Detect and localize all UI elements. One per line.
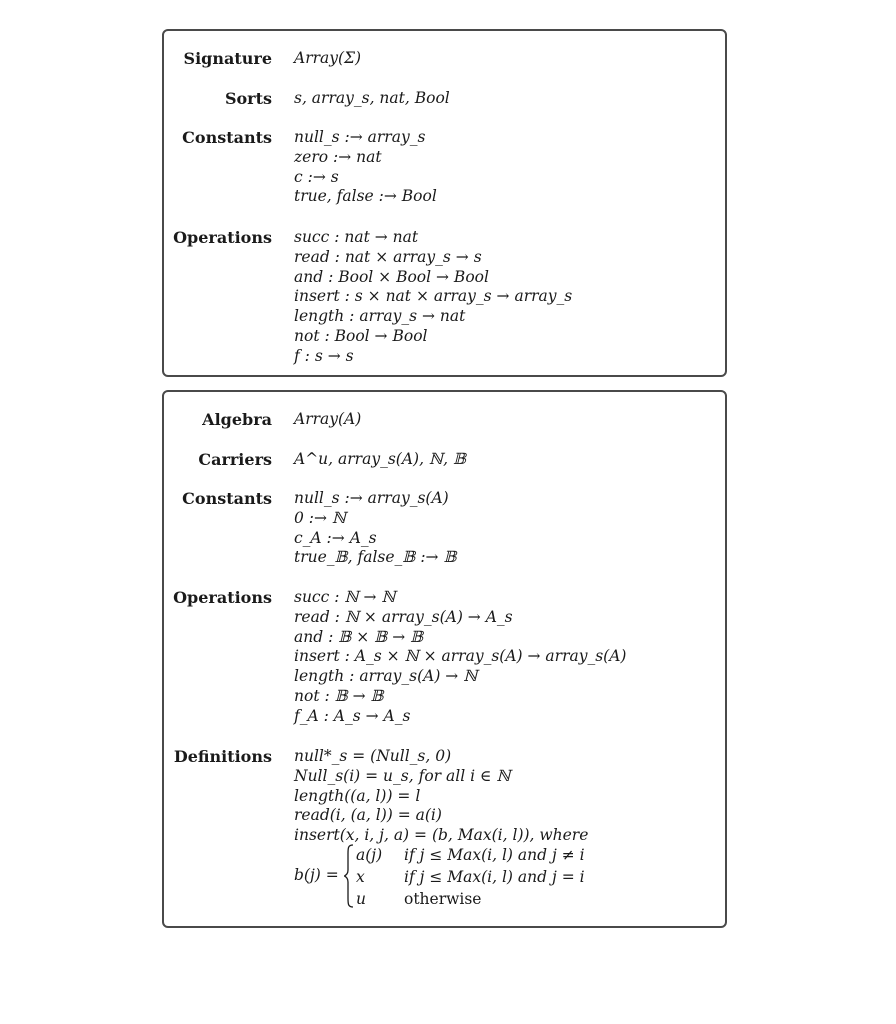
constant-item: null_s :→ array_s (294, 128, 426, 146)
sorts-label: Sorts (224, 89, 272, 108)
algebra-box (162, 390, 727, 928)
case-condition: if j ≤ Max(i, l) and j = i (404, 867, 585, 886)
algebra-name: Array(A) (294, 410, 362, 428)
definitions-label: Definitions (173, 747, 272, 766)
operation-item: insert : A_s × ℕ × array_s(A) → array_s(A) (294, 647, 627, 666)
operation-item: insert : s × nat × array_s → array_s (294, 287, 573, 306)
constant-item: 0 :→ ℕ (294, 508, 347, 527)
left-brace-icon (344, 844, 354, 908)
operation-item: succ : ℕ → ℕ (294, 588, 396, 606)
case-value: x (356, 867, 365, 886)
definition-item: null*_s = (Null_s, 0) (294, 747, 452, 765)
definition-item: read(i, (a, l)) = a(i) (294, 806, 442, 825)
constant-item: c :→ s (294, 167, 339, 186)
operations-label: Operations (173, 228, 272, 247)
operation-item: not : 𝔹 → 𝔹 (294, 686, 384, 705)
operation-item: and : Bool × Bool → Bool (294, 267, 489, 286)
constant-item: null_s :→ array_s(A) (294, 489, 449, 507)
constants-label: Constants (182, 489, 272, 508)
operation-item: not : Bool → Bool (294, 326, 428, 345)
operation-item: read : ℕ × array_s(A) → A_s (294, 607, 513, 626)
operation-item: and : 𝔹 × 𝔹 → 𝔹 (294, 627, 424, 646)
constants-label: Constants (182, 128, 272, 147)
constant-item: c_A :→ A_s (294, 528, 377, 547)
operation-item: f : s → s (294, 346, 354, 365)
constant-item: true, false :→ Bool (294, 187, 437, 206)
signature-box (162, 29, 727, 377)
sorts-value: s, array_s, nat, Bool (294, 89, 450, 107)
definition-item: insert(x, i, j, a) = (b, Max(i, l)), where (294, 826, 589, 845)
constant-item: true_𝔹, false_𝔹 :→ 𝔹 (294, 548, 457, 567)
operations-label: Operations (173, 588, 272, 607)
algebra-label: Algebra (202, 410, 272, 429)
piecewise-lhs: b(j) = (294, 865, 339, 884)
carriers-value: A^u, array_s(A), ℕ, 𝔹 (294, 450, 467, 468)
signature-label: Signature (183, 49, 272, 68)
case-condition: if j ≤ Max(i, l) and j ≠ i (404, 845, 585, 864)
operation-item: read : nat × array_s → s (294, 247, 482, 266)
operation-item: succ : nat → nat (294, 228, 419, 246)
definition-item: Null_s(i) = u_s, for all i ∈ ℕ (294, 766, 511, 785)
operation-item: length : array_s(A) → ℕ (294, 667, 478, 686)
carriers-label: Carriers (198, 450, 272, 469)
signature-name: Array(Σ) (294, 49, 362, 67)
case-condition: otherwise (404, 889, 482, 908)
operation-item: f_A : A_s → A_s (294, 706, 411, 725)
piecewise-definition (294, 846, 588, 906)
case-value: a(j) (356, 845, 383, 864)
constant-item: zero :→ nat (294, 147, 382, 166)
operation-item: length : array_s → nat (294, 307, 466, 326)
definition-item: length((a, l)) = l (294, 786, 421, 805)
case-value: u (356, 889, 366, 908)
